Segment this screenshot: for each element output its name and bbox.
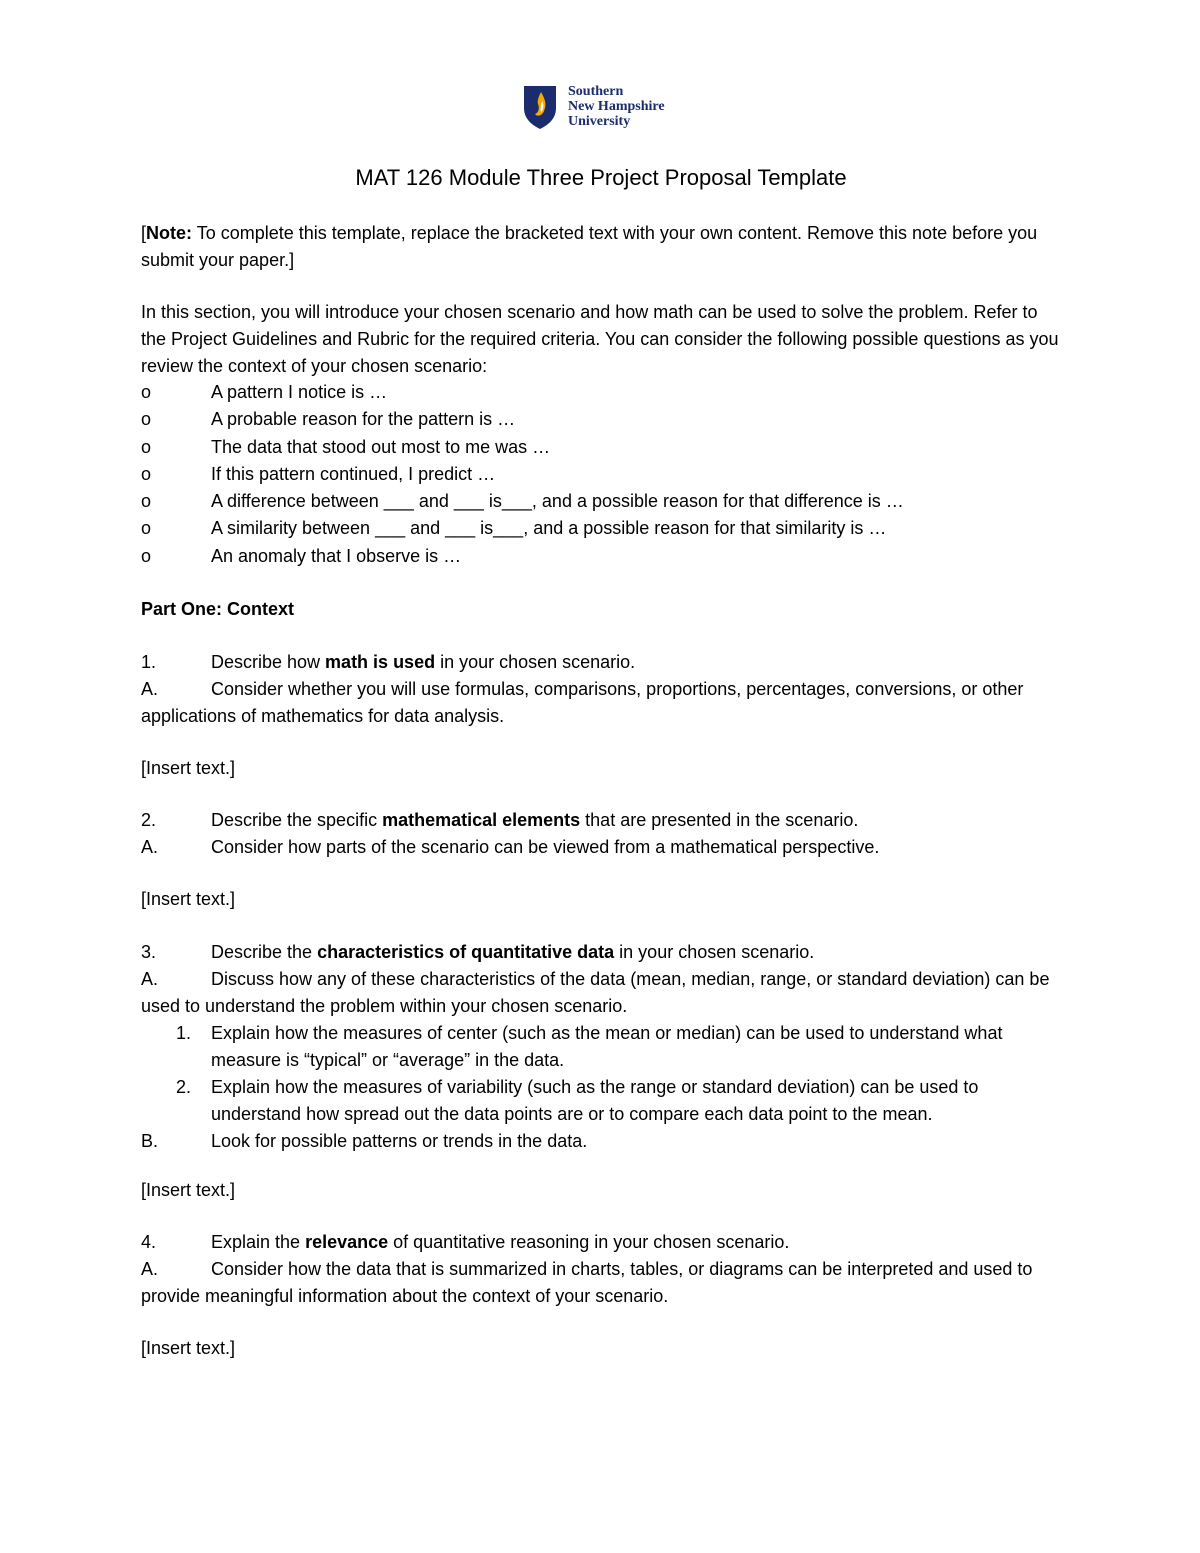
- question-text: Describe the: [211, 942, 318, 962]
- question-number: 3.: [141, 942, 157, 962]
- sub-marker: B.: [141, 1131, 159, 1151]
- question-3-a-2: [141, 1074, 1061, 1128]
- list-item: [141, 434, 1061, 461]
- question-2-line: [141, 807, 1061, 834]
- university-logo: [522, 84, 665, 130]
- question-number: 4.: [141, 1232, 157, 1252]
- bullet-marker: o: [141, 491, 152, 512]
- bullet-marker: o: [141, 409, 152, 430]
- bullet-text: The data that stood out most to me was …: [211, 436, 551, 457]
- bullet-list: [141, 379, 1061, 570]
- bullet-text: If this pattern continued, I predict …: [211, 463, 496, 484]
- bullet-marker: o: [141, 463, 152, 484]
- bullet-text: A similarity between ___ and ___ is___, and a possible reason for that similarity is …: [211, 518, 887, 539]
- bullet-marker: o: [141, 518, 152, 539]
- question-number: 1.: [141, 652, 157, 672]
- question-3-line: [141, 939, 1061, 966]
- bullet-text: A difference between ___ and ___ is___, and a possible reason for that difference is …: [211, 491, 904, 512]
- bullet-text: A pattern I notice is …: [211, 382, 388, 402]
- list-item: [141, 379, 1061, 406]
- question-text: Describe how: [211, 652, 326, 672]
- question-text: Describe the specific: [211, 810, 383, 830]
- sub-text: Consider whether you will use formulas, comparisons, proportions, percentages, conversions, or other applications of mathematics for data analysis.: [141, 679, 1024, 726]
- sub-marker: A.: [141, 679, 159, 699]
- bullet-text: A probable reason for the pattern is …: [211, 409, 516, 430]
- bullet-marker: o: [141, 436, 152, 457]
- question-1-a: [141, 676, 1061, 730]
- question-bold-text: relevance: [305, 1232, 389, 1252]
- sub-text: Explain how the measures of center (such as the mean or median) can be used to understand what measure is “typical” or “average” in the data.: [211, 1023, 1003, 1070]
- question-2: [141, 807, 1061, 861]
- insert-text-3: [Insert text.]: [141, 1180, 236, 1200]
- insert-text-1: [Insert text.]: [141, 758, 236, 778]
- sub-text: Consider how the data that is summarized in charts, tables, or diagrams can be interpreted and used to provide meaningful information about the context of your scenario.: [141, 1259, 1033, 1306]
- logo-line-3: University: [568, 114, 631, 129]
- sub-marker: A.: [141, 969, 159, 989]
- insert-text-2: [Insert text.]: [141, 889, 236, 909]
- question-bold-text: math is used: [325, 652, 436, 672]
- shield-flame-icon: [522, 84, 558, 130]
- question-1: [141, 649, 1061, 730]
- question-4-line: [141, 1229, 1061, 1256]
- list-item: [141, 543, 1061, 570]
- sub-marker: A.: [141, 837, 159, 857]
- question-text: that are presented in the scenario.: [580, 810, 859, 830]
- list-item: [141, 461, 1061, 488]
- sub-number: 1.: [176, 1023, 192, 1043]
- sub-number: 2.: [176, 1077, 192, 1097]
- bullet-text: An anomaly that I observe is …: [211, 545, 462, 566]
- question-3-b: [141, 1128, 1061, 1155]
- question-2-a: [141, 834, 1061, 861]
- sub-text: Explain how the measures of variability (such as the range or standard deviation) can be used to understand how spread out the data points are or to compare each data point to the mean.: [211, 1077, 979, 1124]
- question-3: [141, 939, 1061, 1155]
- question-3-a: [141, 966, 1061, 1020]
- question-text: in your chosen scenario.: [614, 942, 815, 962]
- insert-text-4: [Insert text.]: [141, 1338, 236, 1358]
- question-bold-text: characteristics of quantitative data: [317, 942, 615, 962]
- question-1-line: [141, 649, 1061, 676]
- question-text: of quantitative reasoning in your chosen scenario.: [388, 1232, 790, 1252]
- sub-text: Look for possible patterns or trends in the data.: [211, 1131, 588, 1151]
- logo-line-2: New Hampshire: [568, 99, 665, 114]
- bullet-marker: o: [141, 545, 152, 566]
- note-open-bracket: [: [141, 223, 147, 243]
- question-4-a: [141, 1256, 1061, 1310]
- question-number: 2.: [141, 810, 157, 830]
- question-text: in your chosen scenario.: [435, 652, 636, 672]
- question-text: Explain the: [211, 1232, 306, 1252]
- question-3-a-1: [141, 1020, 1061, 1074]
- sub-text: Consider how parts of the scenario can be viewed from a mathematical perspective.: [211, 837, 880, 857]
- logo-line-1: Southern: [568, 84, 624, 99]
- document-title: MAT 126 Module Three Project Proposal Template: [355, 165, 847, 190]
- list-item: [141, 406, 1061, 433]
- question-4: [141, 1229, 1061, 1310]
- intro-paragraph: In this section, you will introduce your chosen scenario and how math can be used to solve the problem. Refer to the Project Guidelines and Rubric for the required criteria. You can consider the following possible questions as you review the context of your chosen scenario:: [141, 302, 1059, 376]
- note-text: To complete this template, replace the bracketed text with your own content. Remove this note before you submit your paper.]: [141, 223, 1038, 270]
- list-item: [141, 515, 1061, 542]
- question-bold-text: mathematical elements: [382, 810, 581, 830]
- list-item: [141, 488, 1061, 515]
- bullet-marker: o: [141, 382, 152, 402]
- sub-marker: A.: [141, 1259, 159, 1279]
- part-one-heading: Part One: Context: [141, 599, 295, 619]
- note-paragraph: [141, 220, 1061, 274]
- note-label: Note:: [146, 223, 193, 243]
- sub-text: Discuss how any of these characteristics of the data (mean, median, range, or standard deviation) can be used to understand the problem within your chosen scenario.: [141, 969, 1050, 1016]
